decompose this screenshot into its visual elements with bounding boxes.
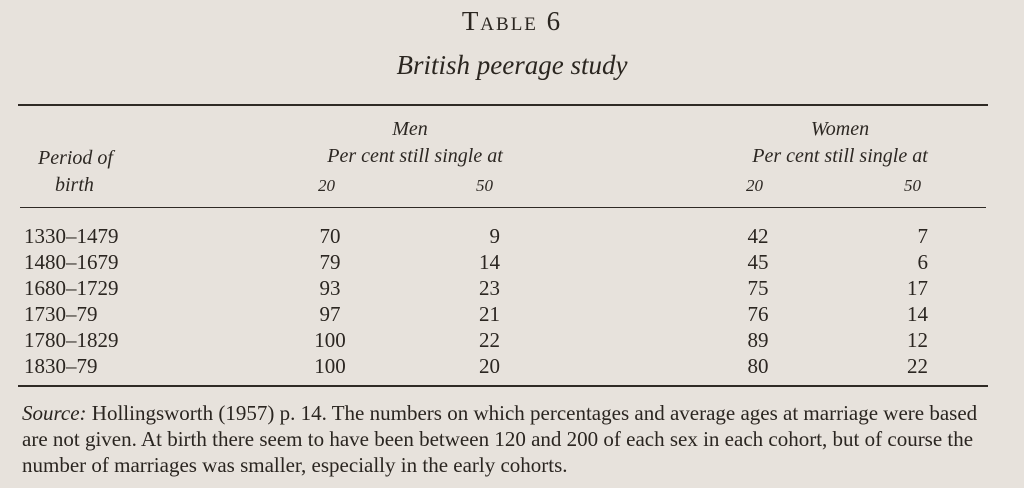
men-50-cell: 14 bbox=[479, 250, 500, 274]
period-cell: 1830–79 bbox=[24, 354, 98, 378]
men-20-cell: 97 bbox=[319, 302, 341, 326]
table-row bbox=[0, 354, 1024, 380]
men-age-50-header: 50 bbox=[476, 176, 493, 195]
women-50-cell: 22 bbox=[907, 354, 928, 378]
header-rule bbox=[20, 207, 986, 208]
men-20-cell: 79 bbox=[319, 250, 341, 274]
men-group-header: Men bbox=[392, 118, 428, 140]
women-age-20-header: 20 bbox=[746, 176, 763, 195]
source-text: Hollingsworth (1957) p. 14. The numbers on which percentages and average ages at marriage were based are not given. At birth there seem to have been between 120 and 200 of each sex in each cohort, but of course the number of marriages was smaller, especially in the early cohorts. bbox=[22, 401, 978, 477]
women-age-50-header: 50 bbox=[904, 176, 921, 195]
period-header-line2: birth bbox=[55, 174, 94, 196]
men-age-20-header: 20 bbox=[318, 176, 335, 195]
period-cell: 1480–1679 bbox=[24, 250, 119, 274]
source-label: Source: bbox=[22, 401, 87, 425]
men-20-cell: 100 bbox=[314, 354, 346, 378]
men-subtitle: Per cent still single at bbox=[327, 145, 503, 167]
women-50-cell: 7 bbox=[917, 224, 928, 248]
source-footnote bbox=[22, 400, 1007, 478]
table-caption: British peerage study bbox=[396, 50, 628, 80]
men-20-cell: 70 bbox=[319, 224, 341, 248]
table-row bbox=[0, 328, 1024, 354]
period-cell: 1330–1479 bbox=[24, 224, 119, 248]
women-20-cell: 42 bbox=[747, 224, 769, 248]
women-group-header: Women bbox=[810, 118, 870, 140]
women-20-cell: 76 bbox=[747, 302, 769, 326]
men-50-cell: 23 bbox=[479, 276, 500, 300]
women-20-cell: 75 bbox=[747, 276, 769, 300]
women-50-cell: 6 bbox=[917, 250, 928, 274]
men-50-cell: 22 bbox=[479, 328, 500, 352]
top-rule bbox=[18, 104, 988, 106]
men-50-cell: 9 bbox=[489, 224, 500, 248]
table-row bbox=[0, 276, 1024, 302]
women-subtitle: Per cent still single at bbox=[752, 145, 928, 167]
men-50-cell: 20 bbox=[479, 354, 500, 378]
table-number: Table 6 bbox=[461, 6, 563, 36]
women-50-cell: 14 bbox=[907, 302, 928, 326]
table-row bbox=[0, 224, 1024, 250]
women-20-cell: 45 bbox=[747, 250, 769, 274]
men-20-cell: 100 bbox=[314, 328, 346, 352]
men-50-cell: 21 bbox=[479, 302, 500, 326]
women-50-cell: 12 bbox=[907, 328, 928, 352]
period-cell: 1780–1829 bbox=[24, 328, 119, 352]
period-cell: 1680–1729 bbox=[24, 276, 119, 300]
bottom-rule bbox=[18, 385, 988, 387]
women-20-cell: 89 bbox=[747, 328, 769, 352]
women-20-cell: 80 bbox=[747, 354, 769, 378]
table-row bbox=[0, 250, 1024, 276]
period-header-line1: Period of bbox=[38, 147, 113, 169]
table-row bbox=[0, 302, 1024, 328]
men-20-cell: 93 bbox=[319, 276, 341, 300]
period-cell: 1730–79 bbox=[24, 302, 98, 326]
women-50-cell: 17 bbox=[907, 276, 928, 300]
